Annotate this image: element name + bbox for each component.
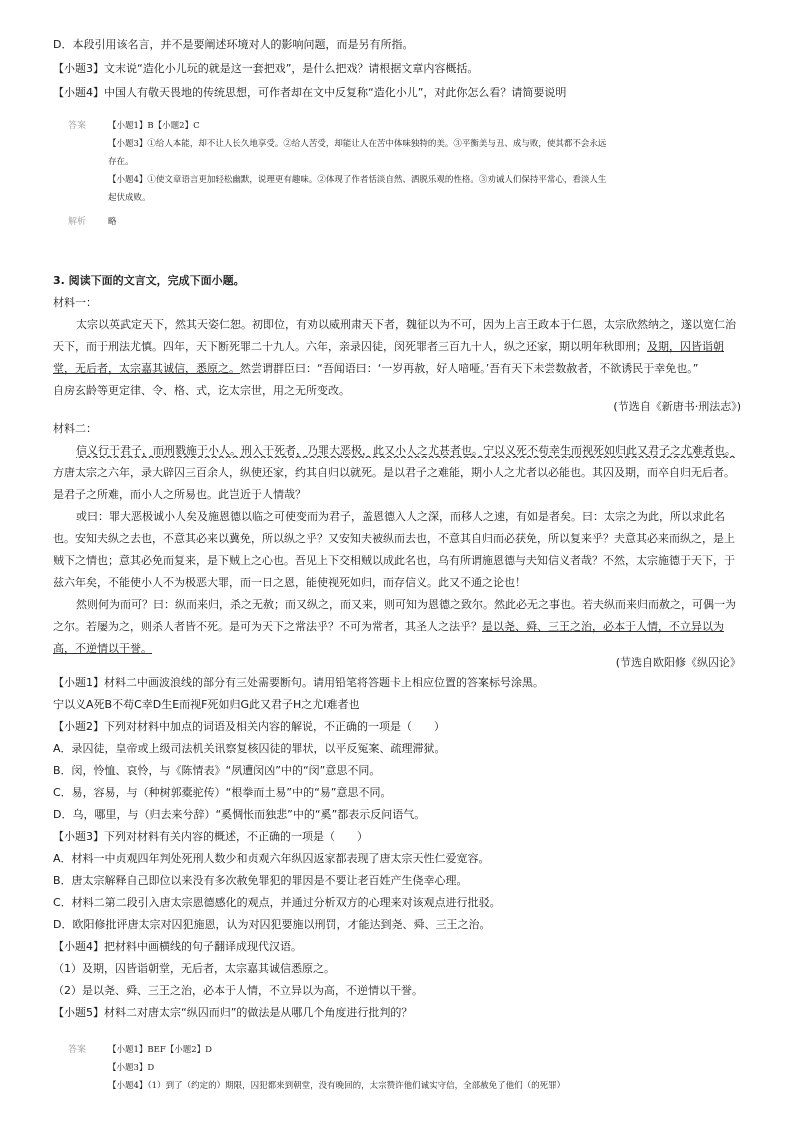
sub-question-4-item: （1）及期，囚皆诣朝堂，无后者，太宗嘉其诚信悉原之。 [53,962,335,975]
underlined-sentence: 高，不逆情以干誉。 [53,642,152,655]
answer-line: 【小题1】B【小题2】C [108,121,200,131]
material-1-label: 材料一： [53,296,97,309]
material-2-line: 之尔。若屡为之，则杀人者皆不死。是可为天下之常法乎？不可为常者，其圣人之法乎？是以尧、舜、三王之治，必本于人情，不立异以为 [53,620,724,633]
option-b: B．唐太宗解释自己即位以来没有多次赦免罪犯的罪因是不要让老百姓产生侥幸心理。 [53,874,468,887]
option-a: A．录囚徒，皇帝或上级司法机关讯察复核囚徒的罪状，以平反冤案、疏理滞狱。 [53,742,446,755]
sub-question-4-item: （2）是以尧、舜、三王之治，必本于人情，不立异以为高，不逆情以干誉。 [53,984,423,997]
material-2-line: 或曰：罪大恶极诚小人矣及施恩德以临之可使变而为君子，盖恩德入人之深，而移人之速，有如是者矣。曰：太宗之为此，所以求此名 [76,510,725,523]
option-d: D．乌，哪里，与（归去来兮辞）“奚惆怅而独悲”中的“奚”都表示反问语气。 [53,808,426,821]
answer-line: 【小题3】D [108,1063,155,1073]
answer-label: 答案 [68,121,87,131]
option-d: D．欧阳修批评唐太宗对囚犯施恩，认为对囚犯要施以刑罚，才能达到尧、舜、三王之治。 [53,918,491,931]
material-2-line: 然则何为而可？曰：纵而来归，杀之无赦；而又纵之，而又来，则可知为恩德之致尔。然此必无之事也。若夫纵而来归而赦之，可偶一为 [76,598,736,611]
answer-line: 存在。 [108,157,134,167]
answer-line: 【小题4】①使文章语言更加轻松幽默，说理更有趣味。②体现了作者恬淡自然、洒脱乐观的性格。③劝诫人们保持平常心，看淡人生 [108,175,607,185]
sub-question-1: 【小题1】材料二中画波浪线的部分有三处需要断句。请用铅笔将答题卡上相应位置的答案标号涂黑。 [53,676,544,689]
answer-line: 【小题4】（1）到了（约定的）期限，囚犯都来到朝堂，没有晚回的，太宗赞许他们诚实守信，全部赦免了他们（的死罪） [108,1081,566,1091]
sub-question-5: 【小题5】材料二对唐太宗“纵囚而归”的做法是从哪几个角度进行批判的？ [53,1006,413,1019]
source-citation: (节选自《新唐书·刑法志》) [613,400,741,413]
material-2-label: 材料二： [53,422,97,435]
option-c: C．材料二第二段引入唐太宗恩德感化的观点，并通过分析双方的心理来对该观点进行批驳。 [53,896,501,909]
option-b: B．闵，怜恤、哀怜，与《陈情表》“夙遭闵凶”中的“闵”意思不同。 [53,764,381,777]
option-c: C．易，容易，与（种树郭橐驼传）“根拳而土易”中的“易”意思不同。 [53,786,392,799]
underlined-sentence: 是以尧、舜、三王之治，必本于人情，不立异以为 [482,620,724,633]
material-1-line: 天下，而于刑法尤慎。四年，天下断死罪二十九人。六年，亲录囚徒，闵死罪者三百九十人，纵之还家，期以明年秋即刑；及期，囚皆诣朝 [53,340,724,353]
section-title: 3. 阅读下面的文言文，完成下面小题。 [53,274,245,287]
analysis-text: 略 [108,217,117,227]
material-2-line: 信义行于君子，而刑戮施于小人。刑入于死者，乃罪大恶极，此又小人之尤甚者也。宁以义死不苟幸生而视死如归此又君子之尤难者也。 [76,444,736,457]
question-4: 【小题4】中国人有敬天畏地的传统思想，可作者却在文中反复称“造化小儿”，对此你怎么看？请简要说明 [53,86,567,99]
underlined-sentence: 堂，无后者，太宗嘉其诚信，悉原之。 [53,362,240,375]
answer-label: 答案 [68,1045,87,1055]
source-citation: (节选自欧阳修《纵囚论》 [615,656,741,669]
material-2-line: 方唐太宗之六年，录大辟囚三百余人，纵使还家，约其自归以就死。是以君子之难能，期小人之尤者以必能也。其囚及期，而卒自归无后者。 [53,466,735,479]
option-a: A．材料一中贞观四年判处死刑人数少和贞观六年纵囚返家都表现了唐太宗天性仁爱宽容。 [53,852,490,865]
sub-question-2: 【小题2】下列对材料中加点的词语及相关内容的解说，不正确的一项是（ ） [53,720,445,733]
question-3: 【小题3】文末说“造化小儿玩的就是这一套把戏”，是什么把戏？请根据文章内容概括。 [53,62,479,75]
sub-question-3: 【小题3】下列对材料有关内容的概述，不正确的一项是（ ） [53,830,368,843]
underlined-sentence: 及期，囚皆诣朝 [647,340,724,353]
material-1-line: 太宗以英武定天下，然其天姿仁恕。初即位，有劝以威刑肃天下者，魏征以为不可，因为上言王政本于仁恩，太宗欣然纳之，遂以宽仁治 [76,318,736,331]
material-2-line: 是君子之所难，而小人之所易也。此岂近于人情哉？ [53,488,306,501]
answer-line: 【小题3】①给人本能，却不让人长久地享受。②给人苦受，却能让人在苦中体味独特的美。③平衡美与丑、成与败，使其都不会永远 [108,139,607,149]
material-2-line [53,642,743,656]
answer-line: 【小题1】BEF【小题2】D [108,1045,212,1055]
answer-line: 起伏成败。 [108,193,151,203]
material-2-line: 贼下之情也；意其必免而复来，是下贼上之心也。吾见上下交相贼以成此名也，乌有所谓施恩德与夫知信义者哉？不然，太宗施德于天下，于 [53,554,735,567]
sub-question-4: 【小题4】把材料中画横线的句子翻译成现代汉语。 [53,940,302,953]
material-1-line: 自房玄龄等更定律、令、格、式，讫太宗世，用之无所变改。 [53,384,350,397]
analysis-label: 解析 [68,217,87,227]
sub-question-1-sentence: 宁以义A死B不苟C幸D生E而视F死如归G此又君子H之尤I难者也 [53,698,360,711]
material-1-line: 堂，无后者，太宗嘉其诚信，悉原之。然尝谓群臣曰：“吾闻语曰：‘一岁再赦，好人喑哑。’吾有天下未尝数赦者，不欲诱民于幸免也。” [53,362,699,375]
option-d: D．本段引用该名言，并不是要阐述环境对人的影响问题，而是另有所指。 [53,38,414,51]
material-2-line: 兹六年矣，不能使小人不为极恶大罪，而一日之恩，能使视死如归，而存信义。此又不通之论也！ [53,576,526,589]
material-2-line: 也。安知夫纵之去也，不意其必来以冀免，所以纵之乎？又安知夫被纵而去也，不意其自归而必获免，所以复来乎？夫意其必来而纵之，是上 [53,532,735,545]
